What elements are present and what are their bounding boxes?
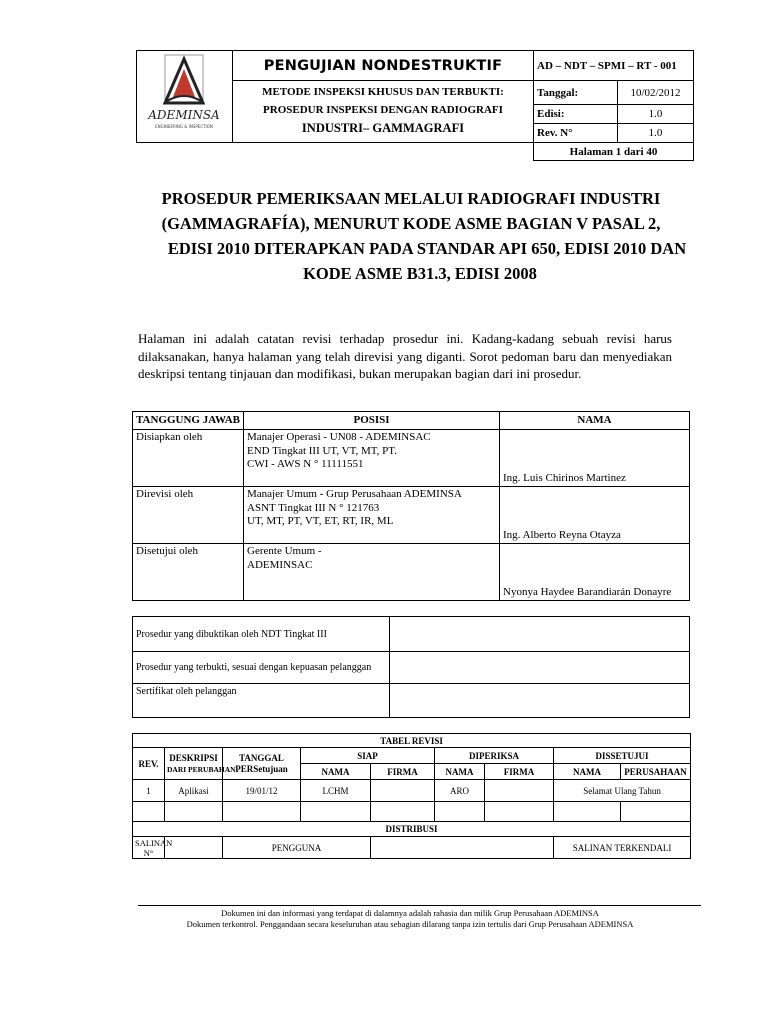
col-desc-header <box>165 748 236 780</box>
rev-value: 1.0 <box>618 124 694 143</box>
rev-date: 19/01/12 <box>223 780 301 802</box>
col-diperiksa-firma: FIRMA <box>485 764 554 780</box>
approval-signature-cell <box>390 684 690 718</box>
approval-table <box>132 616 690 718</box>
date-value: 10/02/2012 <box>618 81 694 105</box>
main-title-line2: (GAMMAGRAFÍA), MENURUT KODE ASME BAGIAN V PASAL 2, <box>161 214 661 233</box>
rev-description: Aplikasi <box>165 780 223 802</box>
table-row <box>133 617 690 652</box>
revision-table-title: TABEL REVISI <box>133 734 691 748</box>
table-row <box>133 652 690 684</box>
position-line: UT, MT, PT, VT, ET, RT, IR, ML <box>247 515 394 527</box>
col-rev-header: REV. <box>133 748 165 780</box>
col-diperiksa-header: DIPERIKSA <box>435 748 554 764</box>
approval-label: Sertifikat oleh pelanggan <box>133 684 390 718</box>
salinan-line: SALINAN <box>135 837 173 848</box>
col-siap-nama: NAMA <box>301 764 371 780</box>
table-row <box>133 780 691 802</box>
rev-label: Rev. N° <box>534 124 618 143</box>
salinan-cell <box>133 837 173 859</box>
position-cell <box>244 430 500 487</box>
col-date-header-line: PERSetujuan <box>235 763 288 774</box>
col-date-header-line: TANGGAL <box>239 752 284 763</box>
main-title-line1: PROSEDUR PEMERIKSAAN MELALUI RADIOGRAFI INDUSTRI <box>161 189 661 208</box>
logo-wordmark: ADEMINSA <box>148 108 220 122</box>
header-title: PENGUJIAN NONDESTRUKTIF <box>233 51 534 81</box>
name-cell: Ing. Alberto Reyna Otayza <box>500 487 690 544</box>
edition-label: Edisi: <box>534 105 618 124</box>
footer-line2: Dokumen terkontrol. Penggandaan secara keseluruhan atau sebagian dilarang tanpa izin tertulis dari Grup Perusahaan ADEMINSA <box>186 919 634 929</box>
rev-number: 1 <box>133 780 165 802</box>
responsibility-table <box>132 411 690 601</box>
header-sub2: PROSEDUR INSPEKSI DENGAN RADIOGRAFI <box>263 104 503 116</box>
position-cell <box>244 544 500 601</box>
footer-divider <box>138 905 701 906</box>
date-label: Tanggal: <box>534 81 618 105</box>
distribution-blank <box>371 837 554 859</box>
header-subtitle-block <box>233 81 534 143</box>
distribution-title: DISTRIBUSI <box>133 822 691 837</box>
position-line: END Tingkat III UT, VT, MT, PT. <box>247 444 397 457</box>
distribution-row <box>133 837 691 859</box>
position-cell <box>244 487 500 544</box>
role-cell: Disetujui oleh <box>133 544 244 601</box>
table-row <box>133 430 690 487</box>
logo-cell <box>137 51 233 143</box>
revision-table <box>132 733 691 859</box>
col-siap-header: SIAP <box>301 748 435 764</box>
rev-disetujui: Selamat Ulang Tahun <box>554 780 691 802</box>
position-line: ADEMINSAC <box>247 558 313 571</box>
rev-siap-firma <box>371 780 435 802</box>
position-line: Manajer Umum - Grup Perusahaan ADEMINSA <box>247 488 462 500</box>
table-row <box>133 544 690 601</box>
distribution-blank <box>165 837 223 859</box>
col-disetujui-header: DISSETUJUI <box>554 748 691 764</box>
document-header <box>136 50 694 161</box>
position-line: CWI - AWS N ° 11111551 <box>247 458 364 470</box>
role-cell: Disiapkan oleh <box>133 430 244 487</box>
header-sub3: INDUSTRI– GAMMAGRAFI <box>301 121 465 135</box>
col-date-header <box>223 748 301 780</box>
rev-siap: LCHM <box>301 780 371 802</box>
table-row <box>133 802 691 822</box>
approval-signature-cell <box>390 617 690 652</box>
logo-tagline: ENGINEERING & INSPECTION <box>155 124 213 129</box>
approval-signature-cell <box>390 652 690 684</box>
position-line: Manajer Operasi - UN08 - ADEMINSAC <box>247 431 431 443</box>
main-title-line3: EDISI 2010 DITERAPKAN PADA STANDAR API 650, EDISI 2010 DAN <box>167 239 687 258</box>
main-title-line4: KODE ASME B31.3, EDISI 2008 <box>303 264 537 283</box>
role-cell: Direvisi oleh <box>133 487 244 544</box>
rev-diperiksa: ARO <box>435 780 485 802</box>
footer <box>130 908 690 930</box>
col-siap-firma: FIRMA <box>371 764 435 780</box>
salinan-line: N° <box>143 847 154 858</box>
page-info: Halaman 1 dari 40 <box>534 143 694 161</box>
col-position-header: POSISI <box>244 412 500 430</box>
intro-paragraph: Halaman ini adalah catatan revisi terhadap prosedur ini. Kadang-kadang sebuah revisi harus dilaksanakan, hanya halaman yang telah direvisi yang diganti. Sorot pedoman baru dan menyediakan deskripsi tentang tinjauan dan modifikasi, bukan merupakan bagian dari ini prosedur. <box>138 331 672 381</box>
rev-diperiksa-firma <box>485 780 554 802</box>
position-line: Gerente Umum - <box>247 545 322 557</box>
table-row <box>133 487 690 544</box>
col-perusahaan: PERUSAHAAN <box>621 764 691 780</box>
col-disetujui-nama: NAMA <box>554 764 621 780</box>
main-title <box>130 186 700 286</box>
col-diperiksa-nama: NAMA <box>435 764 485 780</box>
col-desc-header-line: DARI PERUBAHAN <box>167 764 236 774</box>
col-name-header: NAMA <box>500 412 690 430</box>
salinan-terkendali-cell: SALINAN TERKENDALI <box>554 837 691 859</box>
doc-code: AD – NDT – SPMI – RT - 001 <box>534 51 694 81</box>
approval-label: Prosedur yang dibuktikan oleh NDT Tingkat III <box>133 617 390 652</box>
ademinsa-logo <box>137 51 232 137</box>
approval-label: Prosedur yang terbukti, sesuai dengan kepuasan pelanggan <box>133 652 390 684</box>
pengguna-cell: PENGGUNA <box>223 837 371 859</box>
col-role-header: TANGGUNG JAWAB <box>133 412 244 430</box>
name-cell: Nyonya Haydee Barandiarán Donayre <box>500 544 690 601</box>
name-cell: Ing. Luis Chirinos Martinez <box>500 430 690 487</box>
col-desc-header-line: DESKRIPSI <box>169 752 218 763</box>
table-row <box>133 684 690 718</box>
header-sub1: METODE INSPEKSI KHUSUS DAN TERBUKTI: <box>262 86 504 98</box>
edition-value: 1.0 <box>618 105 694 124</box>
footer-line1: Dokumen ini dan informasi yang terdapat di dalamnya adalah rahasia dan milik Grup Perusahaan ADEMINSA <box>221 908 599 918</box>
position-line: ASNT Tingkat III N ° 121763 <box>247 501 380 514</box>
